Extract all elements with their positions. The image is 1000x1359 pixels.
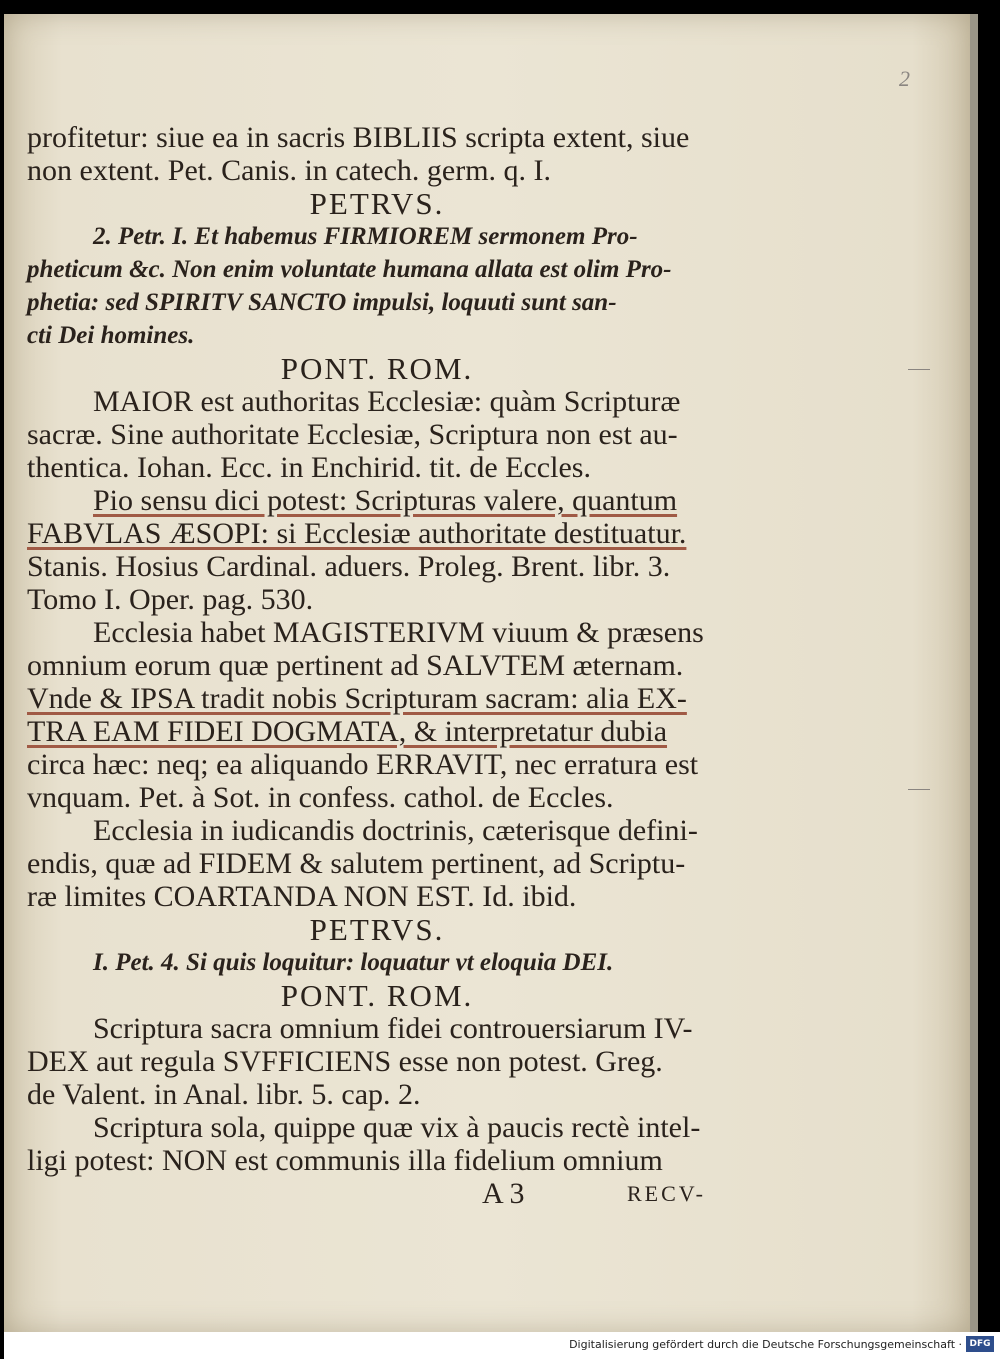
section-heading: PETRVS. xyxy=(309,912,445,947)
signature-mark: A 3 xyxy=(482,1177,525,1210)
section-heading: PONT. ROM. xyxy=(280,351,474,386)
text-line: de Valent. in Anal. libr. 5. cap. 2. xyxy=(27,1078,421,1111)
section-heading: PONT. ROM. xyxy=(280,978,474,1013)
text-line: omnium eorum quæ pertinent ad SALVTEM æternam. xyxy=(27,649,684,682)
page-text xyxy=(27,121,727,1210)
margin-tick xyxy=(908,369,930,370)
margin-tick xyxy=(908,789,930,790)
signature-line xyxy=(27,1177,727,1210)
funding-credit: Digitalisierung gefördert durch die Deutsche Forschungsgemeinschaft · xyxy=(569,1338,962,1351)
text-line: Vnde & IPSA tradit nobis Scripturam sacram: alia EX- xyxy=(27,682,687,715)
text-line: FABVLAS ÆSOPI: si Ecclesiæ authoritate destituatur. xyxy=(27,517,687,550)
text-line: Pio sensu dici potest: Scripturas valere, quantum xyxy=(93,484,678,517)
text-line: vnquam. Pet. à Sot. in confess. cathol. de Eccles. xyxy=(27,781,614,814)
text-line: profitetur: siue ea in sacris BIBLIIS scripta extent, siue xyxy=(27,121,690,154)
text-line: Scriptura sacra omnium fidei controuersiarum IV- xyxy=(93,1012,693,1045)
text-line: Ecclesia in iudicandis doctrinis, cæterisque defini- xyxy=(93,814,698,847)
text-line: ræ limites COARTANDA NON EST. Id. ibid. xyxy=(27,880,577,913)
scripture-line: phetia: sed SPIRITV SANCTO impulsi, loquuti sunt san- xyxy=(27,289,617,316)
footer-bar xyxy=(4,1332,1000,1359)
text-line: Ecclesia habet MAGISTERIVM viuum & præsens xyxy=(93,616,704,649)
catchword: RECV- xyxy=(627,1181,706,1206)
text-line: non extent. Pet. Canis. in catech. germ. q. I. xyxy=(27,154,552,187)
text-line: thentica. Iohan. Ecc. in Enchirid. tit. de Eccles. xyxy=(27,451,591,484)
text-line: Scriptura sola, quippe quæ vix à paucis rectè intel- xyxy=(93,1111,701,1144)
text-line: sacræ. Sine authoritate Ecclesiæ, Scriptura non est au- xyxy=(27,418,678,451)
text-line: DEX aut regula SVFFICIENS esse non potest. Greg. xyxy=(27,1045,663,1078)
text-line: circa hæc: neq; ea aliquando ERRAVIT, nec erratura est xyxy=(27,748,699,781)
book-page xyxy=(4,14,978,1332)
scripture-line: 2. Petr. I. Et habemus FIRMIOREM sermonem Pro- xyxy=(93,223,638,250)
section-heading: PETRVS. xyxy=(309,186,445,221)
text-line: TRA EAM FIDEI DOGMATA, & interpretatur dubia xyxy=(27,715,668,748)
page-corner-mark: 2 xyxy=(899,66,910,91)
text-line: endis, quæ ad FIDEM & salutem pertinent, ad Scriptu- xyxy=(27,847,686,880)
text-line: MAIOR est authoritas Ecclesiæ: quàm Scripturæ xyxy=(93,385,681,418)
text-line: Tomo I. Oper. pag. 530. xyxy=(27,583,314,616)
scripture-line: pheticum &c. Non enim voluntate humana allata est olim Pro- xyxy=(27,256,672,283)
scripture-line: cti Dei homines. xyxy=(27,322,195,349)
text-line: Stanis. Hosius Cardinal. aduers. Proleg. Brent. libr. 3. xyxy=(27,550,671,583)
scripture-line: I. Pet. 4. Si quis loquitur: loquatur vt eloquia DEI. xyxy=(93,949,614,976)
text-line: ligi potest: NON est communis illa fidelium omnium xyxy=(27,1144,663,1177)
dfg-logo-icon: DFG xyxy=(966,1336,994,1352)
